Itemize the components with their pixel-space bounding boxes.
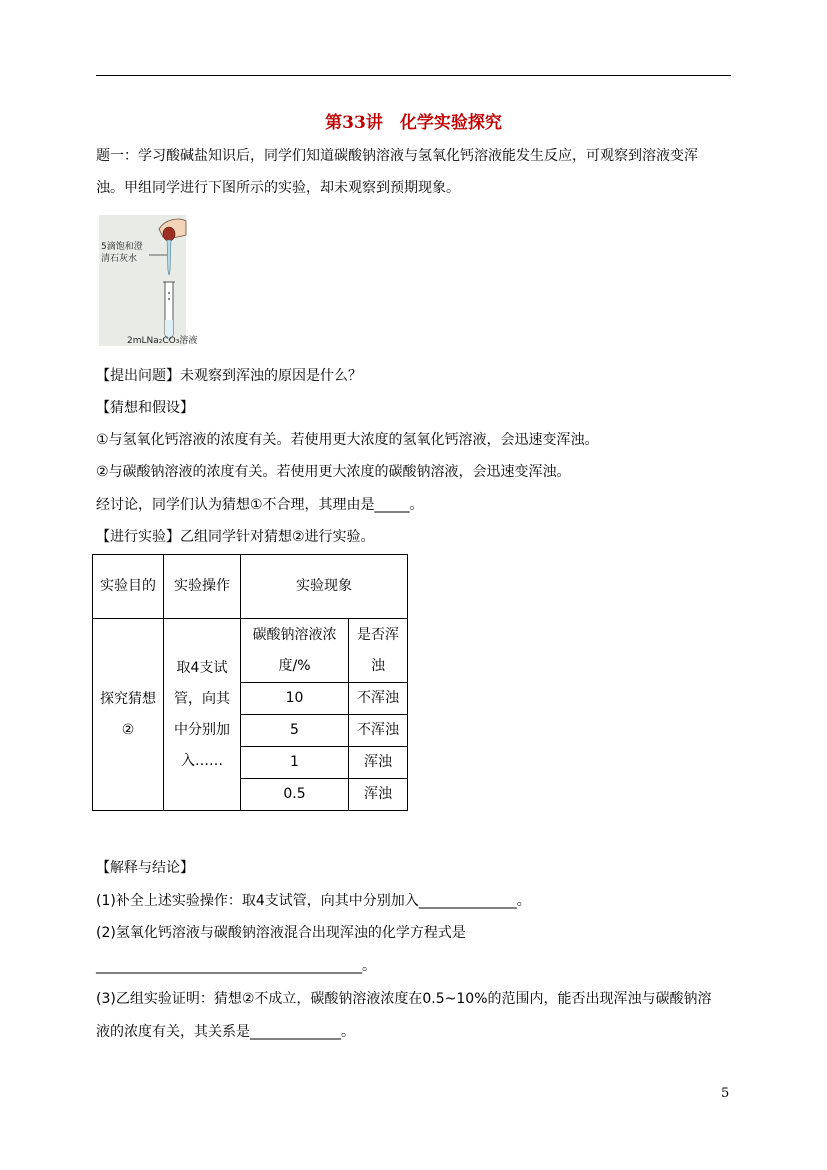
hypothesis-1: ①与氢氧化钙溶液的浓度有关。若使用更大浓度的氢氧化钙溶液，会迅速变浑浊。	[96, 432, 599, 448]
table-header-row	[93, 555, 408, 619]
header-purpose: 实验目的	[93, 555, 164, 619]
cell-concentration: 1	[241, 747, 349, 779]
page-number: 5	[721, 1086, 730, 1101]
conclusion-heading: 【解释与结论】	[96, 860, 194, 876]
hypothesis-2: ②与碳酸钠溶液的浓度有关。若使用更大浓度的碳酸钠溶液，会迅速变浑浊。	[96, 464, 571, 480]
page-title: 第33讲 化学实验探究	[325, 113, 502, 133]
question-3-line-1: (3)乙组实验证明：猜想②不成立，碳酸钠溶液浓度在0.5~10%的范围内，能否出现浑浊与碳酸钠溶	[96, 991, 712, 1007]
cell-concentration: 5	[241, 715, 349, 747]
intro-line-2: 浊。甲组同学进行下图所示的实验，却未观察到预期现象。	[96, 180, 460, 196]
intro-line-1: 题一：学习酸碱盐知识后，同学们知道碳酸钠溶液与氢氧化钙溶液能发生反应，可观察到溶液变浑	[96, 148, 698, 164]
cell-concentration: 0.5	[241, 779, 349, 811]
header-turbid: 是否浑浊	[349, 619, 408, 683]
question-3-line-2: 液的浓度有关，其关系是_____________。	[96, 1024, 355, 1040]
cell-turbid: 浑浊	[349, 747, 408, 779]
cell-concentration: 10	[241, 683, 349, 715]
hypothesis-heading: 【猜想和假设】	[96, 400, 194, 416]
cell-turbid: 浑浊	[349, 779, 408, 811]
experiment-intro: 【进行实验】乙组同学针对猜想②进行实验。	[96, 529, 375, 545]
discussion-line: 经讨论，同学们认为猜想①不合理，其理由是_____。	[96, 497, 424, 513]
figure-label-bottom: 2mLNa₂CO₃溶液	[127, 336, 198, 346]
cell-operation: 取4支试管，向其中分别加入……	[164, 619, 241, 811]
header-rule	[96, 75, 731, 76]
header-concentration: 碳酸钠溶液浓度/%	[241, 619, 349, 683]
cell-purpose: 探究猜想②	[93, 619, 164, 811]
experiment-table	[92, 554, 408, 811]
question-1: (1)补全上述实验操作：取4支试管，向其中分别加入______________。	[96, 893, 531, 909]
question-line: 【提出问题】未观察到浑浊的原因是什么？	[96, 368, 362, 384]
header-operation: 实验操作	[164, 555, 241, 619]
test-tube-dropper-icon	[99, 215, 198, 346]
cell-turbid: 不浑浊	[349, 715, 408, 747]
question-2-blank: ______________________________________。	[96, 958, 376, 974]
question-2: (2)氢氧化钙溶液与碳酸钠溶液混合出现浑浊的化学方程式是	[96, 925, 466, 941]
figure-label-top-1: 5滴饱和澄	[101, 242, 143, 252]
table-row	[93, 619, 408, 683]
experiment-illustration	[99, 215, 198, 346]
cell-turbid: 不浑浊	[349, 683, 408, 715]
figure-label-top-2: 清石灰水	[101, 254, 138, 264]
header-phenomenon: 实验现象	[241, 555, 408, 619]
